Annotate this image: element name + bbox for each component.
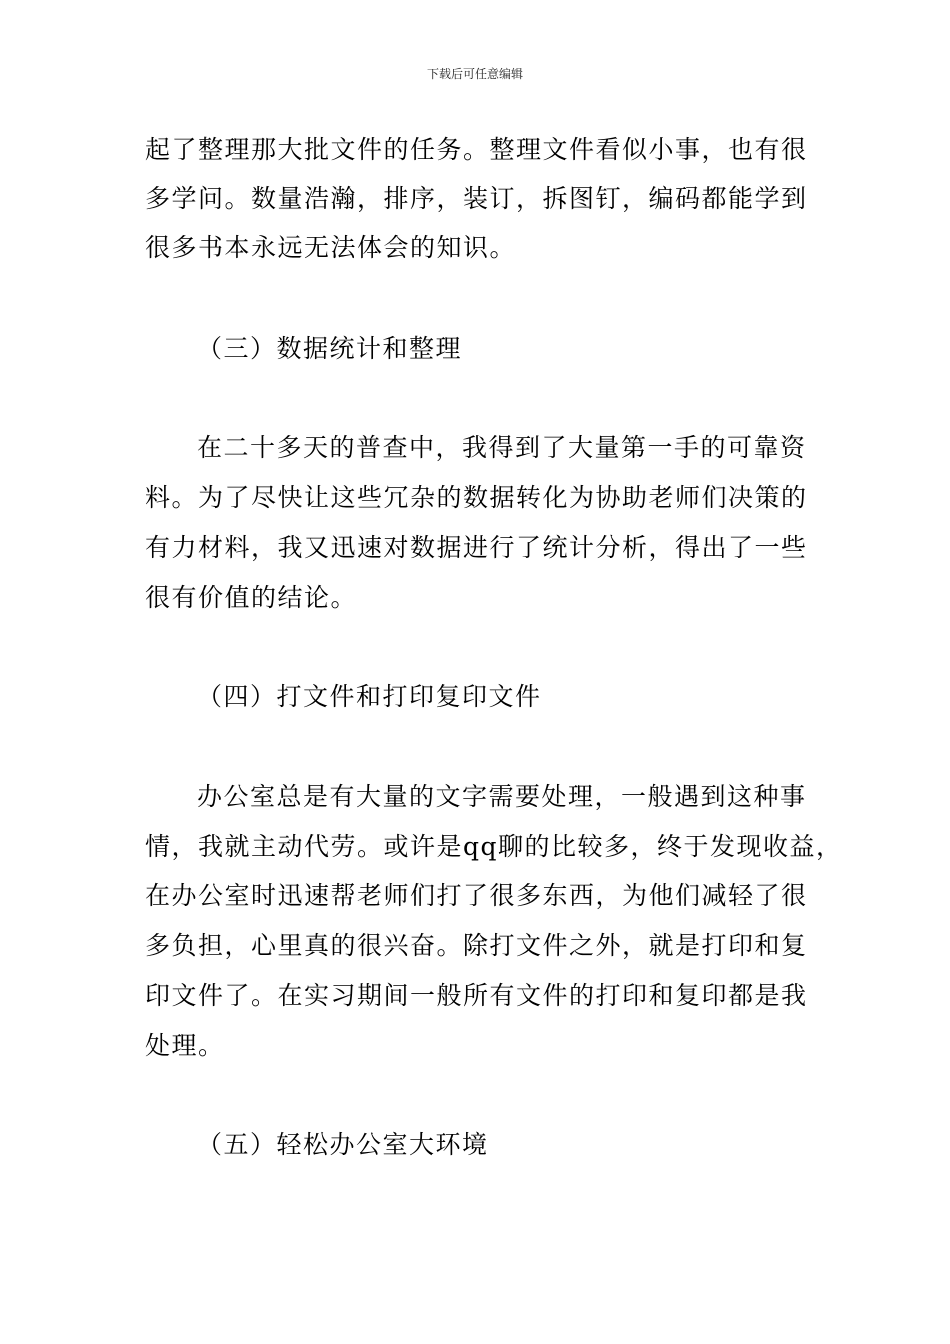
paragraph-line: 很有价值的结论。 xyxy=(145,583,358,612)
section-heading: （五）轻松办公室大环境 xyxy=(197,1130,489,1159)
paragraph-line: 印文件了。在实习期间一般所有文件的打印和复印都是我 xyxy=(145,981,808,1010)
section-heading: （四）打文件和打印复印文件 xyxy=(197,682,542,711)
paragraph-line: 在办公室时迅速帮老师们打了很多东西，为他们减轻了很 xyxy=(145,881,808,910)
section-heading: （三）数据统计和整理 xyxy=(197,334,463,363)
paragraph-line: 很多书本永远无法体会的知识。 xyxy=(145,233,517,262)
paragraph-line: 在二十多天的普查中，我得到了大量第一手的可靠资 xyxy=(197,433,807,462)
paragraph-line: 多负担，心里真的很兴奋。除打文件之外，就是打印和复 xyxy=(145,931,808,960)
page-header-note: 下载后可任意编辑 xyxy=(426,67,523,81)
paragraph-line: 多学问。数量浩瀚，排序，装订，拆图钉，编码都能学到 xyxy=(145,184,808,213)
paragraph-line: 处理。 xyxy=(145,1031,225,1060)
paragraph-line: 情，我就主动代劳。或许是qq聊的比较多，终于发现收益， xyxy=(145,832,843,861)
paragraph-line: 料。为了尽快让这些冗杂的数据转化为协助老师们决策的 xyxy=(145,483,808,512)
paragraph-line: 起了整理那大批文件的任务。整理文件看似小事，也有很 xyxy=(145,135,808,164)
paragraph-line: 有力材料，我又迅速对数据进行了统计分析，得出了一些 xyxy=(145,533,808,562)
paragraph-line: 办公室总是有大量的文字需要处理，一般遇到这种事 xyxy=(197,782,807,811)
